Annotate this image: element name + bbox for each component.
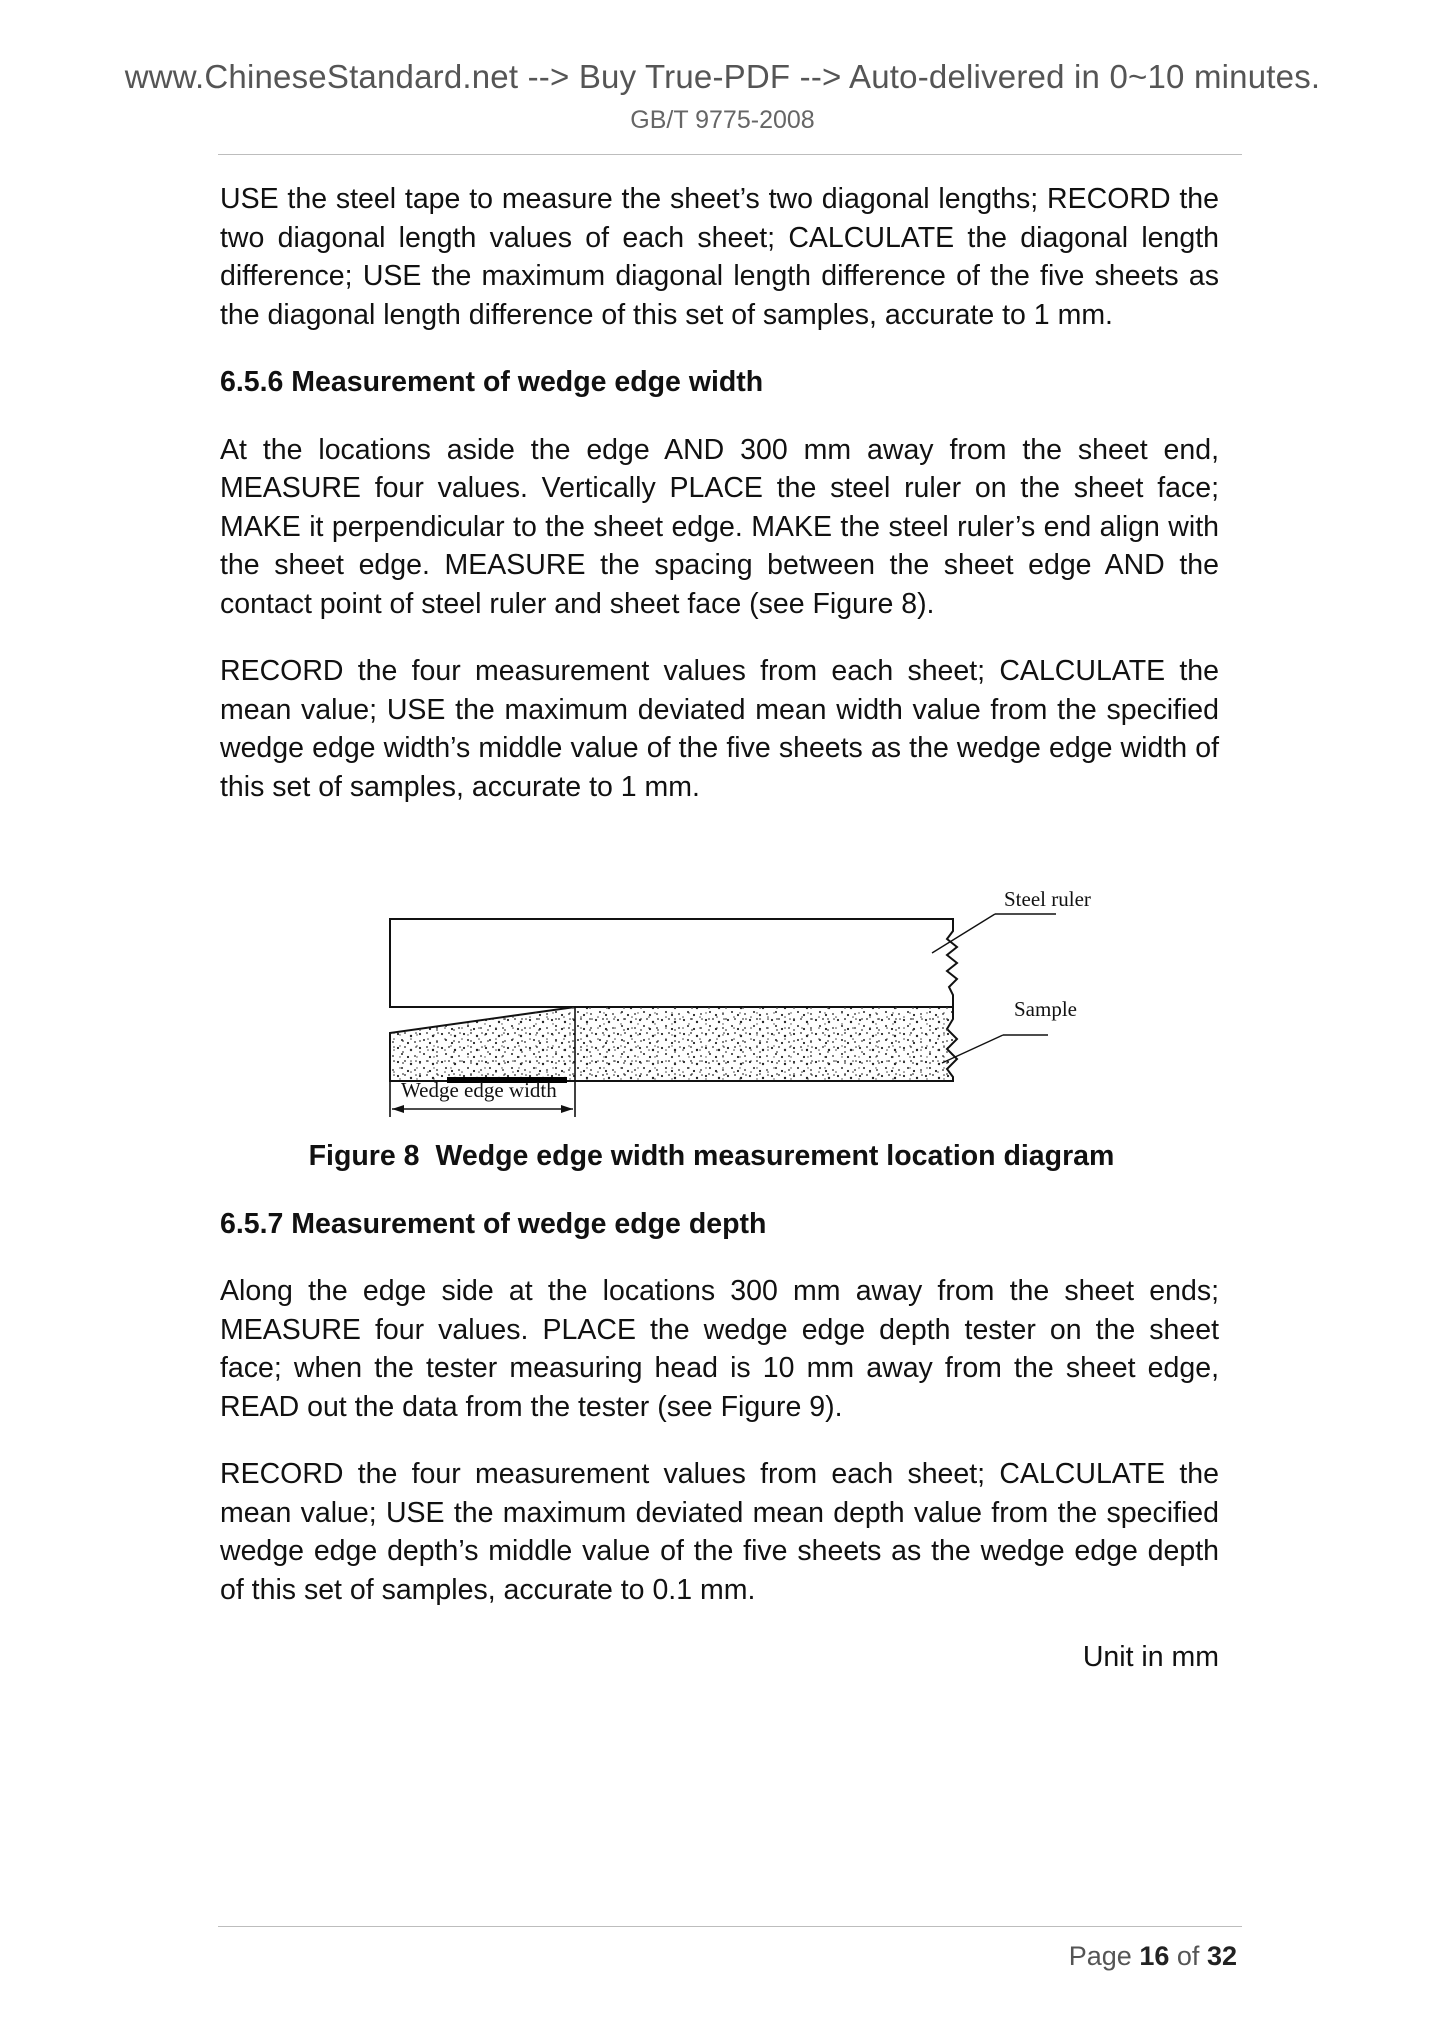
- steel-ruler-shape: [390, 919, 957, 1007]
- page-word: Page: [1068, 1941, 1132, 1971]
- section-6-5-7-paragraph-1: Along the edge side at the locations 300 mm away from the sheet ends; MEASURE four values. PLACE the wedge edge depth tester on the sheet face; when the tester measuring head is 10 mm away from the sheet edge, READ out the data from the tester (see Figure 9).: [220, 1275, 1219, 1423]
- figure-8-caption: [220, 1137, 1219, 1176]
- site-banner: www.ChineseStandard.net --> Buy True-PDF --> Auto-delivered in 0~10 minutes.: [124, 58, 1321, 95]
- section-6-5-6-paragraph-2: RECORD the four measurement values from each sheet; CALCULATE the mean value; USE the maximum deviated mean width value from the specified wedge edge width’s middle value of the five sheets as the wedge edge width of this set of samples, accurate to 1 mm.: [220, 655, 1219, 803]
- header-divider: [218, 154, 1242, 155]
- figure-8-diagram: [220, 835, 1219, 1117]
- section-6-5-7-heading: 6.5.7 Measurement of wedge edge depth: [220, 1207, 767, 1240]
- figure-8-number: Figure 8: [308, 1140, 420, 1172]
- standard-id: GB/T 9775-2008: [630, 106, 815, 134]
- page-total: 32: [1206, 1941, 1237, 1971]
- intro-paragraph: USE the steel tape to measure the sheet’s two diagonal lengths; RECORD the two diagonal length values of each sheet; CALCULATE the diagonal length difference; USE the maximum diagonal length difference of the five sheets as the diagonal length difference of this set of samples, accurate to 1 mm.: [220, 183, 1219, 331]
- unit-note: Unit in mm: [1082, 1641, 1219, 1673]
- section-6-5-6-heading: 6.5.6 Measurement of wedge edge width: [220, 366, 764, 398]
- label-steel-ruler: Steel ruler: [1004, 887, 1091, 911]
- label-wedge-edge-width: Wedge edge width: [401, 1078, 557, 1102]
- footer-divider: [218, 1926, 1242, 1927]
- of-word: of: [1176, 1941, 1200, 1971]
- section-6-5-7-paragraph-2: RECORD the four measurement values from each sheet; CALCULATE the mean value; USE the maximum deviated mean depth value from the specified wedge edge depth’s middle value of the five sheets as the wedge edge depth of this set of samples, accurate to 0.1 mm.: [220, 1458, 1219, 1606]
- label-sample: Sample: [1014, 997, 1077, 1021]
- section-6-5-6-paragraph-1: At the locations aside the edge AND 300 mm away from the sheet end, MEASURE four values. Vertically PLACE the steel ruler on the sheet face; MAKE it perpendicular to the sheet edge. MAKE the steel ruler’s end align with the sheet edge. MEASURE the spacing between the sheet edge AND the contact point of steel ruler and sheet face (see Figure 8).: [220, 433, 1219, 620]
- wedge-width-dimension: [392, 1105, 573, 1113]
- page-number: 16: [1139, 1941, 1170, 1971]
- figure-8-title: Wedge edge width measurement location diagram: [435, 1140, 1115, 1172]
- page-footer: [1069, 1941, 1237, 1972]
- page-content: [220, 180, 1219, 1677]
